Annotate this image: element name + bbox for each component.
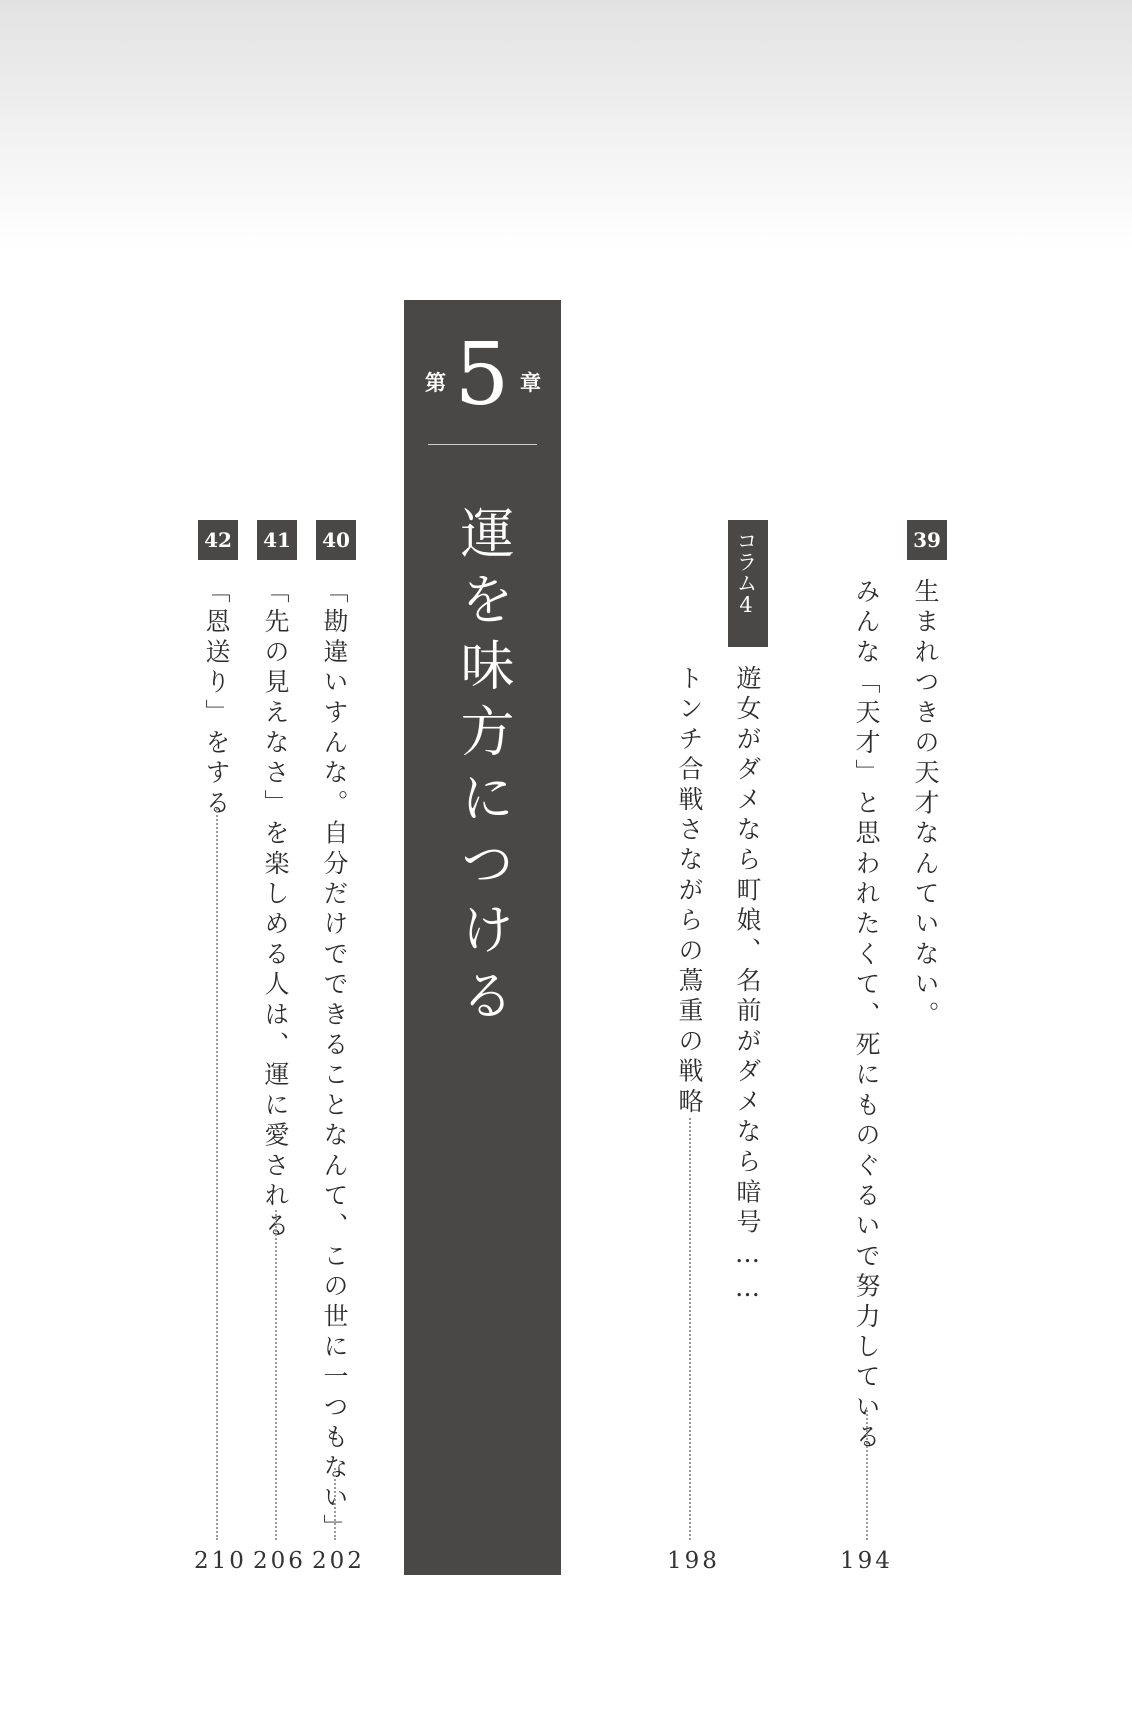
dotted-leader <box>275 1210 277 1540</box>
chapter-prefix: 第 <box>425 370 446 395</box>
page-number-210: 210 <box>194 1548 247 1574</box>
chapter-divider <box>428 444 537 445</box>
dotted-leader <box>334 1468 336 1540</box>
dotted-leader <box>866 1410 868 1540</box>
column-4-line-2[interactable]: トンチ合戦さながらの蔦重の戦略 <box>675 665 704 1118</box>
entry-number-39: 39 <box>907 520 947 560</box>
page-number-194: 194 <box>840 1548 893 1574</box>
column-4-line-1[interactable]: 遊女がダメなら町娘、名前がダメなら暗号…… <box>733 665 762 1308</box>
page-number-198: 198 <box>667 1548 720 1574</box>
page-number-206: 206 <box>253 1548 306 1574</box>
chapter-suffix: 章 <box>520 370 541 395</box>
column-badge <box>728 520 768 647</box>
entry-number-40: 40 <box>316 520 356 560</box>
chapter-title: 運を味方につける <box>452 505 515 1033</box>
entry-42-line[interactable]: 「恩送り」をする <box>202 578 231 820</box>
entry-39-line-2[interactable]: みんな「天才」と思われたくて、死にものぐるいで努力している <box>852 578 881 1454</box>
entry-40-line[interactable]: 「勘違いすんな。自分だけでできることなんて、この世に一つもない」 <box>320 578 349 1545</box>
top-shade <box>0 0 1132 250</box>
entry-41-line[interactable]: 「先の見えなさ」を楽しめる人は、運に愛される <box>261 578 290 1243</box>
chapter-number: 5 <box>454 325 510 425</box>
dotted-leader <box>689 1118 691 1540</box>
dotted-leader <box>216 808 218 1540</box>
column-badge-label: コラム4 <box>734 530 758 617</box>
entry-number-42: 42 <box>198 520 238 560</box>
entry-39-line-1[interactable]: 生まれつきの天才なんていない。 <box>911 578 940 1031</box>
page-number-202: 202 <box>312 1548 365 1574</box>
entry-number-41: 41 <box>257 520 297 560</box>
